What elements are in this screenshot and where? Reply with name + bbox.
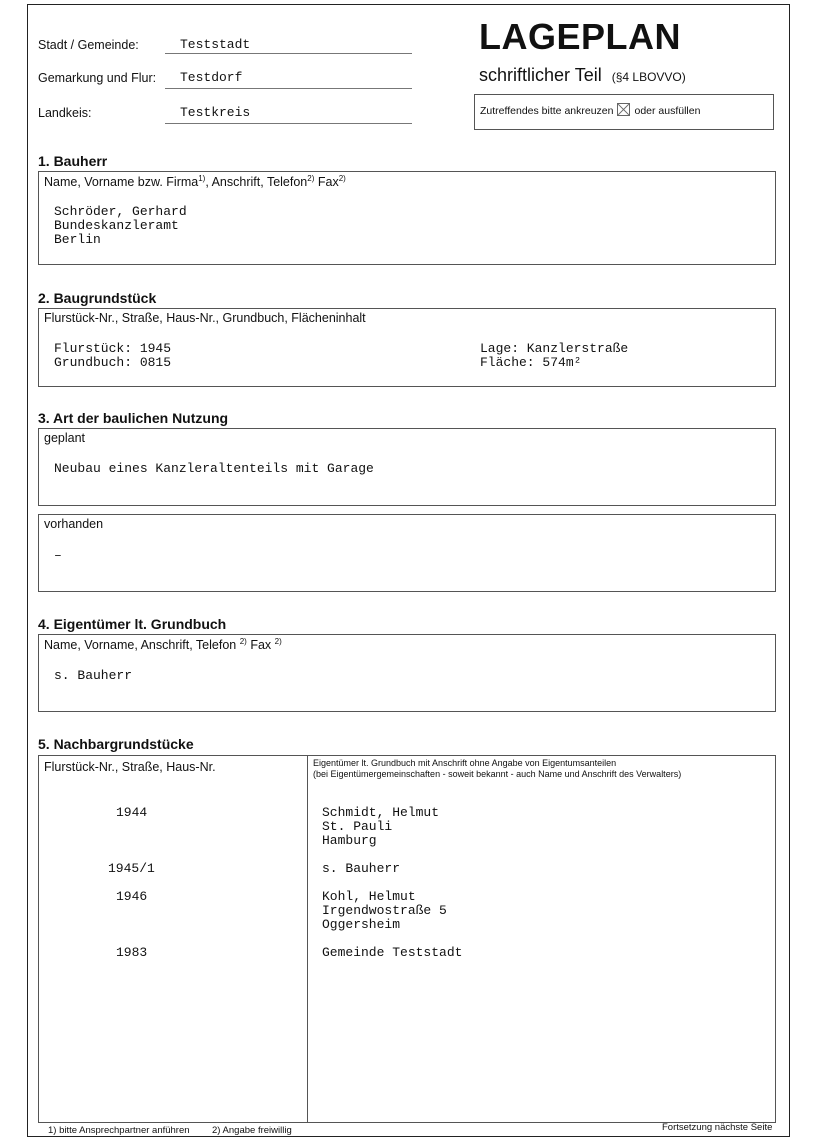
section-4-label — [44, 637, 282, 652]
neighbor-owner-line[interactable]: Schmidt, Helmut — [322, 805, 440, 820]
neighbor-owner-line[interactable]: Oggersheim — [322, 917, 401, 932]
section-1-label — [44, 174, 346, 189]
gemarkung-label: Gemarkung und Flur: — [38, 71, 157, 85]
section-5-divider — [307, 755, 308, 1123]
neighbor-nr[interactable]: 1946 — [116, 889, 148, 904]
s1-sup1: 1) — [198, 174, 206, 183]
stadt-underline — [165, 53, 412, 54]
page-title: LAGEPLAN — [479, 16, 681, 57]
vorhanden-value: – — [54, 548, 62, 563]
neighbor-nr[interactable]: 1945/1 — [108, 861, 155, 876]
s4-sup1: 2) — [239, 637, 247, 646]
neighbor-owner-line[interactable]: Kohl, Helmut — [322, 889, 416, 904]
section-3-heading: 3. Art der baulichen Nutzung — [38, 410, 229, 426]
neighbor-owner-line[interactable]: St. Pauli — [322, 819, 393, 834]
neighbor-nr[interactable]: 1944 — [116, 805, 148, 820]
gemarkung-underline — [165, 88, 412, 89]
s1-label-main: Name, Vorname bzw. Firma — [44, 175, 199, 190]
subtitle-ref: (§4 LBOVVO) — [611, 70, 686, 84]
neighbor-owner-line[interactable]: Hamburg — [322, 833, 377, 848]
eigentuemer-value: s. Bauherr — [54, 668, 133, 683]
s4-label-main: Name, Vorname, Anschrift, Telefon — [44, 638, 237, 653]
page-subtitle — [479, 65, 686, 86]
footnote-2: 2) Angabe freiwillig — [212, 1125, 292, 1136]
col2-label-2: (bei Eigentümergemeinschaften - soweit bekannt - auch Name und Anschrift des Verwalters) — [313, 769, 682, 779]
bauherr-city: Berlin — [54, 232, 101, 247]
bauherr-name: Schröder, Gerhard — [54, 204, 187, 219]
neighbor-owner-line[interactable]: Gemeinde Teststadt — [322, 945, 463, 960]
continue-note: Fortsetzung nächste Seite — [662, 1122, 773, 1133]
s1-sup3: 2) — [338, 174, 346, 183]
section-5-heading: 5. Nachbargrundstücke — [38, 736, 194, 752]
hint-text: Zutreffendes bitte ankreuzen — [480, 105, 614, 117]
subtitle-text: schriftlicher Teil — [479, 65, 602, 85]
geplant-label: geplant — [44, 431, 86, 445]
s1-label-fax: Fax — [317, 175, 339, 190]
neighbor-nr[interactable]: 1983 — [116, 945, 148, 960]
hint-box — [474, 94, 774, 130]
col2-label-1: Eigentümer lt. Grundbuch mit Anschrift ohne Angabe von Eigentumsanteilen — [313, 758, 617, 768]
s4-label-fax: Fax — [250, 638, 272, 653]
landkreis-underline — [165, 123, 412, 124]
hint-or: oder ausfüllen — [634, 105, 701, 117]
gemarkung-value[interactable]: Testdorf — [180, 70, 243, 85]
vorhanden-box[interactable] — [38, 514, 776, 592]
vorhanden-label: vorhanden — [44, 517, 104, 531]
s1-sup2: 2) — [307, 174, 315, 183]
grundbuch-value: Grundbuch: 0815 — [54, 355, 172, 370]
geplant-value: Neubau eines Kanzleraltenteils mit Garage — [54, 461, 374, 476]
section-4-heading: 4. Eigentümer lt. Grundbuch — [38, 616, 227, 632]
col1-label: Flurstück-Nr., Straße, Haus-Nr. — [44, 760, 216, 774]
flurstueck-value: Flurstück: 1945 — [54, 341, 172, 356]
s1-label-rest: , Anschrift, Telefon — [205, 175, 308, 190]
stadt-label: Stadt / Gemeinde: — [38, 38, 139, 52]
neighbor-owner-line[interactable]: s. Bauherr — [322, 861, 401, 876]
crossed-checkbox-icon — [617, 103, 630, 116]
section-1-heading: 1. Bauherr — [38, 153, 108, 169]
footnote-1: 1) bitte Ansprechpartner anführen — [48, 1125, 190, 1136]
landkreis-value[interactable]: Testkreis — [180, 105, 251, 120]
stadt-value[interactable]: Teststadt — [180, 37, 251, 52]
s4-sup2: 2) — [274, 637, 282, 646]
bauherr-address: Bundeskanzleramt — [54, 218, 179, 233]
landkreis-label: Landkeis: — [38, 106, 92, 120]
lage-value: Lage: Kanzlerstraße — [480, 341, 629, 356]
flaeche-value: Fläche: 574m² — [480, 355, 582, 370]
section-2-label: Flurstück-Nr., Straße, Haus-Nr., Grundbuch, Flächeninhalt — [44, 311, 366, 325]
neighbor-owner-line[interactable]: Irgendwostraße 5 — [322, 903, 447, 918]
section-2-heading: 2. Baugrundstück — [38, 290, 157, 306]
